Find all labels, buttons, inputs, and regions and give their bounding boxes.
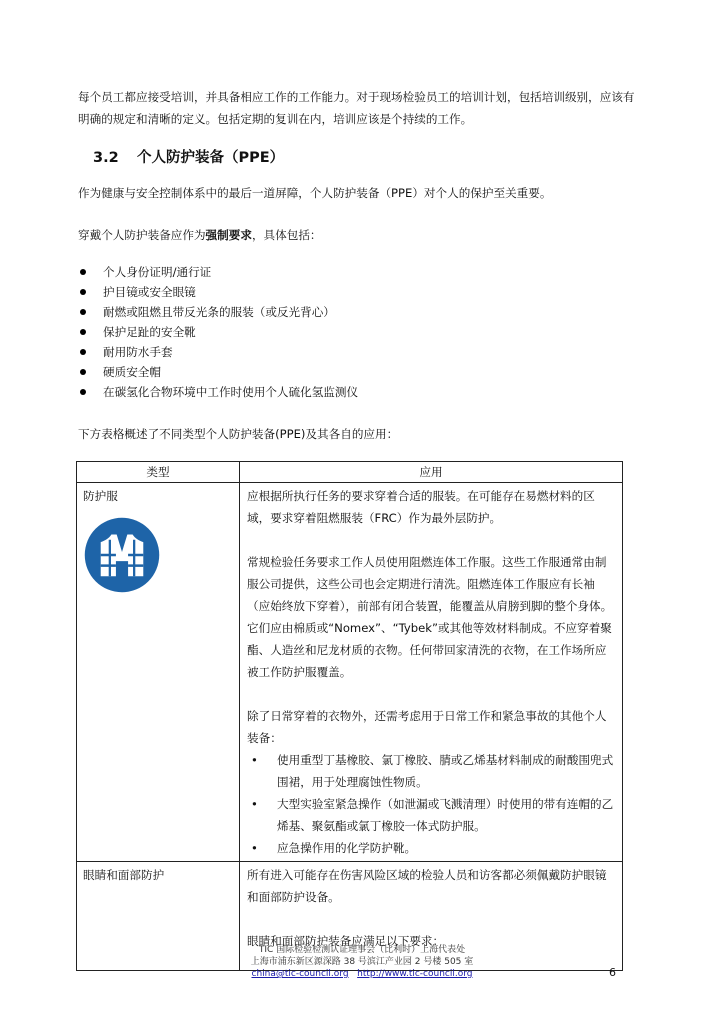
header-type: 类型 [77, 462, 240, 483]
type-cell [77, 483, 240, 862]
mandatory-text-before: 穿戴个人防护装备应作为 [78, 228, 206, 242]
list-item: 保护足趾的安全靴 [78, 322, 638, 342]
table-row [77, 483, 623, 862]
list-item: 耐用防水手套 [78, 342, 638, 362]
intro-paragraph: 每个员工都应接受培训，并具备相应工作的工作能力。对于现场检验员工的培训计划，包括培训级别，应该有明确的规定和清晰的定义。包括定期的复训在内，培训应该是个持续的工作。 [78, 90, 635, 126]
bullet-dot-icon: • [251, 841, 258, 855]
application-paragraph: 所有进入可能存在伤害风险区域的检验人员和访客都必须佩戴防护眼镜和面部防护设备。 [247, 868, 607, 904]
application-paragraph: 眼睛和面部防护装备应满足以下要求： [247, 934, 445, 948]
table-intro-paragraph: 下方表格概述了不同类型个人防护装备(PPE)及其各自的应用： [78, 427, 399, 441]
list-item: • 应急操作用的化学防护靴。 [247, 837, 615, 859]
mandatory-bold-text: 强制要求 [205, 228, 252, 242]
additional-equipment-list [247, 749, 615, 859]
bullet-dot-icon [80, 269, 86, 275]
section-heading [93, 146, 284, 167]
mandatory-text-after: ，具体包括： [251, 228, 322, 242]
list-item: 在碳氢化合物环境中工作时使用个人硫化氢监测仪 [78, 382, 638, 402]
table-header-row [77, 462, 623, 483]
ppe-intro-paragraph: 作为健康与安全控制体系中的最后一道屏障，个人防护装备（PPE）对个人的保护至关重要。 [78, 186, 552, 200]
list-item: 个人身份证明/通行证 [78, 262, 638, 282]
bullet-dot-icon: • [251, 797, 258, 811]
email-link[interactable]: china@tic-council.org [251, 969, 349, 979]
bullet-dot-icon: • [251, 753, 258, 767]
application-paragraph: 常规检验任务要求工作人员使用阻燃连体工作服。这些工作服通常由制服公司提供，这些公司也会定期进行清洗。阻燃连体工作服应有长袖（应始终放下穿着），前部有闭合装置，能覆盖从肩膀到脚的整个身体。它们应由棉质或“Nomex”、“Tybek”或其他等效材料制成。不应穿着聚酯、人造丝和尼龙材质的衣物。任何带回家清洗的衣物，在工作场所应被工作防护服覆盖。 [247, 555, 613, 679]
ppe-requirement-list [78, 262, 638, 402]
list-item: • 大型实验室紧急操作（如泄漏或飞溅清理）时使用的带有连帽的乙烯基、聚氨酯或氯丁橡胶一体式防护服。 [247, 793, 615, 837]
application-cell [240, 483, 623, 862]
header-application: 应用 [240, 462, 623, 483]
mandatory-requirement-line [78, 224, 644, 246]
list-item: 硬质安全帽 [78, 362, 638, 382]
bullet-dot-icon [80, 369, 86, 375]
safety-vest-icon [84, 517, 160, 593]
list-item: • 使用重型丁基橡胶、氯丁橡胶、腈或乙烯基材料制成的耐酸围兜式围裙，用于处理腐蚀性物质。 [247, 749, 615, 793]
section-title: 个人防护装备（PPE） [137, 150, 285, 166]
type-label: 眼睛和面部防护 [83, 868, 165, 882]
type-label: 防护服 [83, 489, 118, 503]
list-item: 护目镜或安全眼镜 [78, 282, 638, 302]
footer-address: 上海市浦东新区源深路 38 号滨江产业园 2 号楼 505 室 [250, 957, 474, 967]
page-number: 6 [609, 966, 616, 979]
bullet-dot-icon [80, 389, 86, 395]
bullet-dot-icon [80, 289, 86, 295]
footer-office-name: TIC 国际检验检测认证理事会（比利时）上海代表处 [258, 945, 466, 955]
section-number: 3.2 [93, 150, 119, 166]
bullet-dot-icon [80, 309, 86, 315]
website-link[interactable]: http://www.tic-council.org [357, 969, 473, 979]
list-item: 耐燃或阻燃且带反光条的服装（或反光背心） [78, 302, 638, 322]
application-paragraph: 除了日常穿着的衣物外，还需考虑用于日常工作和紧急事故的其他个人装备： [247, 709, 607, 745]
bullet-dot-icon [80, 329, 86, 335]
bullet-dot-icon [80, 349, 86, 355]
ppe-table [76, 461, 623, 971]
application-paragraph: 应根据所执行任务的要求穿着合适的服装。在可能存在易燃材料的区域，要求穿着阻燃服装（FRC）作为最外层防护。 [247, 489, 595, 525]
